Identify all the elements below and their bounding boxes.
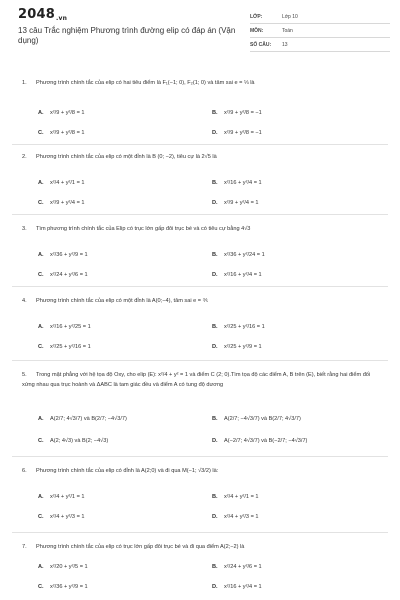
- meta-key: LỚP:: [250, 14, 263, 20]
- option-d[interactable]: [212, 582, 262, 592]
- option-letter: B.: [212, 180, 218, 186]
- option-text: x²/24 + y²/6 = 1: [224, 564, 262, 570]
- meta-row-count: [250, 38, 390, 52]
- option-text: x²/9 + y²/8 = 1: [50, 110, 85, 116]
- option-text: x²/9 + y²/8 = −1: [224, 130, 262, 136]
- option-letter: C.: [38, 514, 44, 520]
- option-text: A(2/7; −4√3/7) và B(2/7; 4√3/7): [224, 416, 301, 422]
- option-b[interactable]: [212, 322, 265, 332]
- option-letter: B.: [212, 494, 218, 500]
- option-letter: A.: [38, 180, 44, 186]
- divider: [12, 286, 388, 287]
- question-text: [22, 542, 382, 552]
- option-letter: C.: [38, 584, 44, 590]
- option-a[interactable]: [38, 414, 127, 424]
- meta-value: 13: [282, 42, 288, 48]
- divider: [12, 456, 388, 457]
- option-text: x²/36 + y²/9 = 1: [50, 252, 88, 258]
- option-text: x²/9 + y²/4 = 1: [224, 200, 259, 206]
- option-text: x²/16 + y²/4 = 1: [224, 180, 262, 186]
- option-letter: D.: [212, 344, 218, 350]
- option-b[interactable]: [212, 178, 262, 188]
- option-d[interactable]: [212, 342, 262, 352]
- meta-key: MÔN:: [250, 28, 264, 34]
- option-b[interactable]: [212, 492, 259, 502]
- option-letter: A.: [38, 564, 44, 570]
- question-number: 3.: [22, 226, 27, 232]
- option-d[interactable]: [212, 270, 262, 280]
- option-text: A(2; 4√3) và B(2; −4√3): [50, 438, 109, 444]
- question-body: Phương trình chính tắc của elip có một đỉnh là B (0; −2), tiêu cự là 2√5 là: [36, 154, 217, 160]
- option-letter: C.: [38, 130, 44, 136]
- option-a[interactable]: [38, 322, 91, 332]
- option-letter: D.: [212, 438, 218, 444]
- question-text: [22, 78, 382, 88]
- meta-row-class: [250, 10, 390, 24]
- option-d[interactable]: [212, 128, 262, 138]
- option-letter: A.: [38, 494, 44, 500]
- option-letter: C.: [38, 272, 44, 278]
- question-body: Phương trình chính tắc của elip có trục lớn gấp đôi trục bé và đi qua điểm A(2;−2) là: [36, 544, 245, 550]
- option-letter: B.: [212, 110, 218, 116]
- option-letter: B.: [212, 416, 218, 422]
- option-c[interactable]: [38, 436, 108, 446]
- question-text: [22, 370, 382, 390]
- question-text: [22, 466, 382, 476]
- option-text: x²/24 + y²/6 = 1: [50, 272, 88, 278]
- option-b[interactable]: [212, 250, 265, 260]
- meta-table: [250, 10, 390, 52]
- option-b[interactable]: [212, 562, 262, 572]
- option-a[interactable]: [38, 492, 85, 502]
- option-a[interactable]: [38, 178, 85, 188]
- question-number: 2.: [22, 154, 27, 160]
- option-text: x²/36 + y²/24 = 1: [224, 252, 265, 258]
- option-c[interactable]: [38, 270, 88, 280]
- page-header: [0, 0, 400, 62]
- question-text: [22, 224, 382, 234]
- option-text: x²/4 + y²/3 = 1: [224, 514, 259, 520]
- option-b[interactable]: [212, 414, 301, 424]
- option-letter: A.: [38, 324, 44, 330]
- option-text: x²/4 + y²/1 = 1: [50, 494, 85, 500]
- option-letter: D.: [212, 514, 218, 520]
- question-body: Trong mặt phẳng với hệ tọa độ Oxy, cho elip (E): x²/4 + y² = 1 và điểm C (2; 0).Tìm tọa độ các điểm A, B trên (E), biết rằng hai điểm đối xứng nhau qua trục hoành và ΔABC là tam giác đều và điểm A có tung độ dương: [22, 372, 371, 388]
- divider: [12, 360, 388, 361]
- option-a[interactable]: [38, 250, 88, 260]
- question-number: 1.: [22, 80, 27, 86]
- divider: [12, 532, 388, 533]
- divider: [12, 214, 388, 215]
- option-letter: A.: [38, 416, 44, 422]
- option-text: x²/16 + y²/4 = 1: [224, 584, 262, 590]
- option-text: A(−2/7; 4√3/7) và B(−2/7; −4√3/7): [224, 438, 308, 444]
- option-text: x²/9 + y²/8 = −1: [224, 110, 262, 116]
- option-d[interactable]: [212, 512, 259, 522]
- question-text: [22, 296, 382, 306]
- option-text: x²/25 + y²/16 = 1: [50, 344, 91, 350]
- option-a[interactable]: [38, 562, 88, 572]
- option-letter: B.: [212, 564, 218, 570]
- option-a[interactable]: [38, 108, 85, 118]
- document-title: 13 câu Trắc nghiệm Phương trình đường elip có đáp án (Vận dụng): [18, 26, 236, 45]
- question-number: 5.: [22, 372, 27, 378]
- option-text: x²/9 + y²/8 = 1: [50, 130, 85, 136]
- option-letter: D.: [212, 272, 218, 278]
- option-text: x²/25 + y²/9 = 1: [224, 344, 262, 350]
- question-number: 7.: [22, 544, 27, 550]
- divider: [12, 144, 388, 145]
- option-letter: A.: [38, 110, 44, 116]
- option-text: x²/36 + y²/9 = 1: [50, 584, 88, 590]
- meta-value: Lớp 10: [282, 14, 298, 20]
- option-text: x²/20 + y²/5 = 1: [50, 564, 88, 570]
- option-c[interactable]: [38, 128, 85, 138]
- question-body: Tìm phương trình chính tắc của Elip có trục lớn gấp đôi trục bé và có tiêu cự bằng 4√3: [36, 226, 251, 232]
- question-number: 6.: [22, 468, 27, 474]
- option-c[interactable]: [38, 342, 91, 352]
- option-letter: C.: [38, 438, 44, 444]
- option-d[interactable]: [212, 198, 259, 208]
- option-letter: C.: [38, 200, 44, 206]
- question-text: [22, 152, 382, 162]
- option-text: A(2/7; 4√3/7) và B(2/7; −4√3/7): [50, 416, 127, 422]
- option-c[interactable]: [38, 198, 85, 208]
- option-letter: D.: [212, 130, 218, 136]
- option-text: x²/4 + y²/3 = 1: [50, 514, 85, 520]
- meta-row-subject: [250, 24, 390, 38]
- option-text: x²/16 + y²/4 = 1: [224, 272, 262, 278]
- question-body: Phương trình chính tắc của elip có hai tiêu điểm là F₁(−1; 0), F₂(1; 0) và tâm sai e = ⅓ là: [36, 80, 255, 86]
- option-text: x²/4 + y²/1 = 1: [224, 494, 259, 500]
- meta-key: SỐ CÂU:: [250, 42, 272, 48]
- option-letter: B.: [212, 324, 218, 330]
- option-text: x²/16 + y²/25 = 1: [50, 324, 91, 330]
- option-letter: C.: [38, 344, 44, 350]
- option-text: x²/25 + y²/16 = 1: [224, 324, 265, 330]
- option-d[interactable]: [212, 436, 307, 446]
- option-letter: A.: [38, 252, 44, 258]
- site-logo[interactable]: [18, 7, 67, 22]
- option-letter: D.: [212, 584, 218, 590]
- option-text: x²/9 + y²/4 = 1: [50, 200, 85, 206]
- option-text: x²/4 + y²/1 = 1: [50, 180, 85, 186]
- option-b[interactable]: [212, 108, 262, 118]
- question-number: 4.: [22, 298, 27, 304]
- question-body: Phương trình chính tắc của elip có một đỉnh là A(0;−4), tâm sai e = ⅗: [36, 298, 209, 304]
- option-c[interactable]: [38, 512, 85, 522]
- option-letter: D.: [212, 200, 218, 206]
- meta-value: Toán: [282, 28, 293, 34]
- logo-text: 2048: [18, 7, 55, 22]
- option-letter: B.: [212, 252, 218, 258]
- option-c[interactable]: [38, 582, 88, 592]
- question-body: Phương trình chính tắc của elip có đỉnh là A(2;0) và đi qua M(−1; √3/2) là:: [36, 468, 219, 474]
- logo-suffix: .vn: [55, 15, 68, 22]
